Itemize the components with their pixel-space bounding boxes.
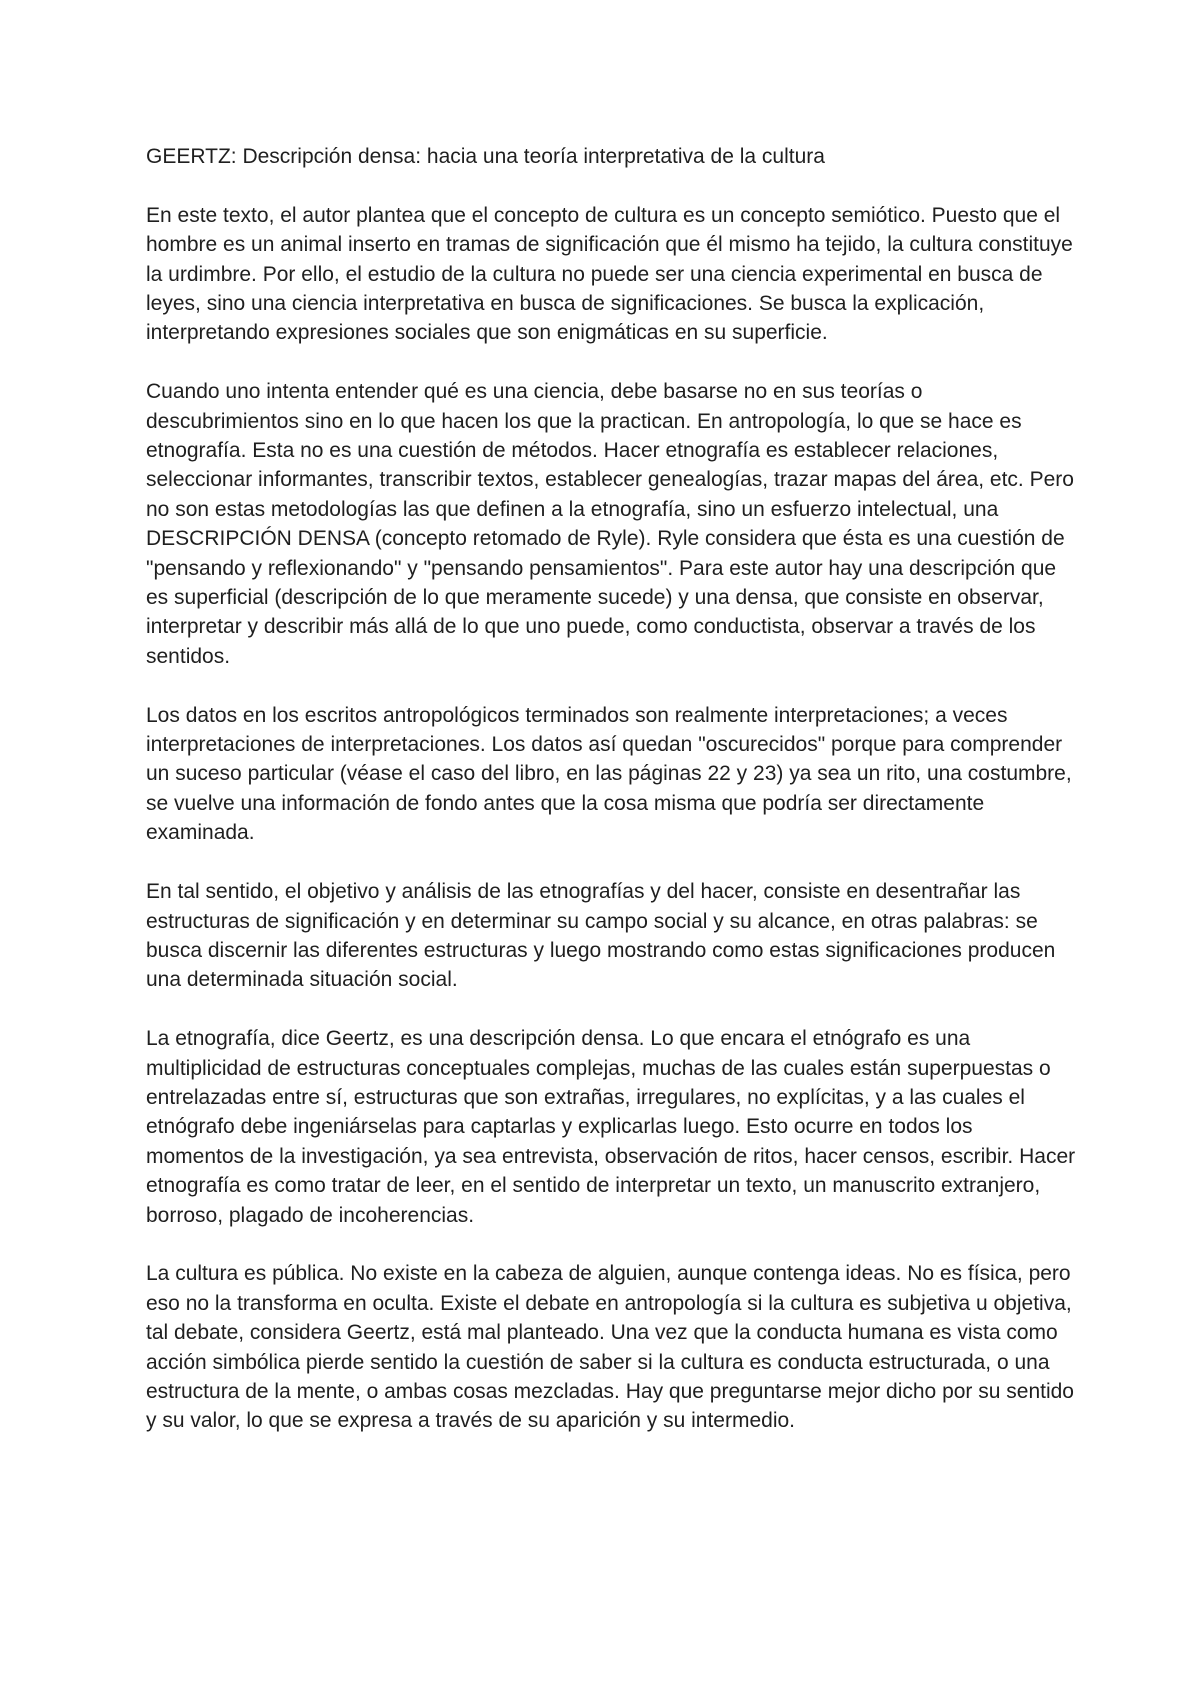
paragraph-3: Los datos en los escritos antropológicos terminados son realmente interpretaciones; a veces interpretaciones de interpretaciones. Los datos así quedan "oscurecidos" porque para comprender un suceso particular (véase el caso del libro, en las páginas 22 y 23) ya sea un rito, una costumbre, se vuelve una información de fondo antes que la cosa misma que podría ser directamente examinada. xyxy=(146,703,1072,845)
document-page xyxy=(146,142,1076,1465)
paragraph-6: La cultura es pública. No existe en la cabeza de alguien, aunque contenga ideas. No es física, pero eso no la transforma en oculta. Existe el debate en antropología si la cultura es subjetiva u objetiva, tal debate, considera Geertz, está mal planteado. Una vez que la conducta humana es vista como acción simbólica pierde sentido la cuestión de saber si la cultura es conducta estructurada, o una estructura de la mente, o ambas cosas mezcladas. Hay que preguntarse mejor dicho por su sentido y su valor, lo que se expresa a través de su aparición y su intermedio. xyxy=(146,1262,1074,1433)
paragraph-1: En este texto, el autor plantea que el concepto de cultura es un concepto semiótico. Puesto que el hombre es un animal inserto en tramas de significación que él mismo ha tejido, la cultura constituye la urdimbre. Por ello, el estudio de la cultura no puede ser una ciencia experimental en busca de leyes, sino una ciencia interpretativa en busca de significaciones. Se busca la explicación, interpretando expresiones sociales que son enigmáticas en su superficie. xyxy=(146,203,1073,345)
paragraph-4: En tal sentido, el objetivo y análisis de las etnografías y del hacer, consiste en desentrañar las estructuras de significación y en determinar su campo social y su alcance, en otras palabras: se busca discernir las diferentes estructuras y luego mostrando como estas significaciones producen una determinada situación social. xyxy=(146,880,1056,992)
document-title: GEERTZ: Descripción densa: hacia una teoría interpretativa de la cultura xyxy=(146,145,825,168)
paragraph-2: Cuando uno intenta entender qué es una ciencia, debe basarse no en sus teorías o descubrimientos sino en lo que hacen los que la practican. En antropología, lo que se hace es etnografía. Esta no es una cuestión de métodos. Hacer etnografía es establecer relaciones, seleccionar informantes, transcribir textos, establecer genealogías, trazar mapas del área, etc. Pero no son estas metodologías las que definen a la etnografía, sino un esfuerzo intelectual, una DESCRIPCIÓN DENSA (concepto retomado de Ryle). Ryle considera que ésta es una cuestión de "pensando y reflexionando" y "pensando pensamientos". Para este autor hay una descripción que es superficial (descripción de lo que meramente sucede) y una densa, que consiste en observar, interpretar y describir más allá de lo que uno puede, como conductista, observar a través de los sentidos. xyxy=(146,380,1074,668)
paragraph-5: La etnografía, dice Geertz, es una descripción densa. Lo que encara el etnógrafo es una multiplicidad de estructuras conceptuales complejas, muchas de las cuales están superpuestas o entrelazadas entre sí, estructuras que son extrañas, irregulares, no explícitas, y a las cuales el etnógrafo debe ingeniárselas para captarlas y explicarlas luego. Esto ocurre en todos los momentos de la investigación, ya sea entrevista, observación de ritos, hacer censos, escribir. Hacer etnografía es como tratar de leer, en el sentido de interpretar un texto, un manuscrito extranjero, borroso, plagado de incoherencias. xyxy=(146,1027,1076,1227)
